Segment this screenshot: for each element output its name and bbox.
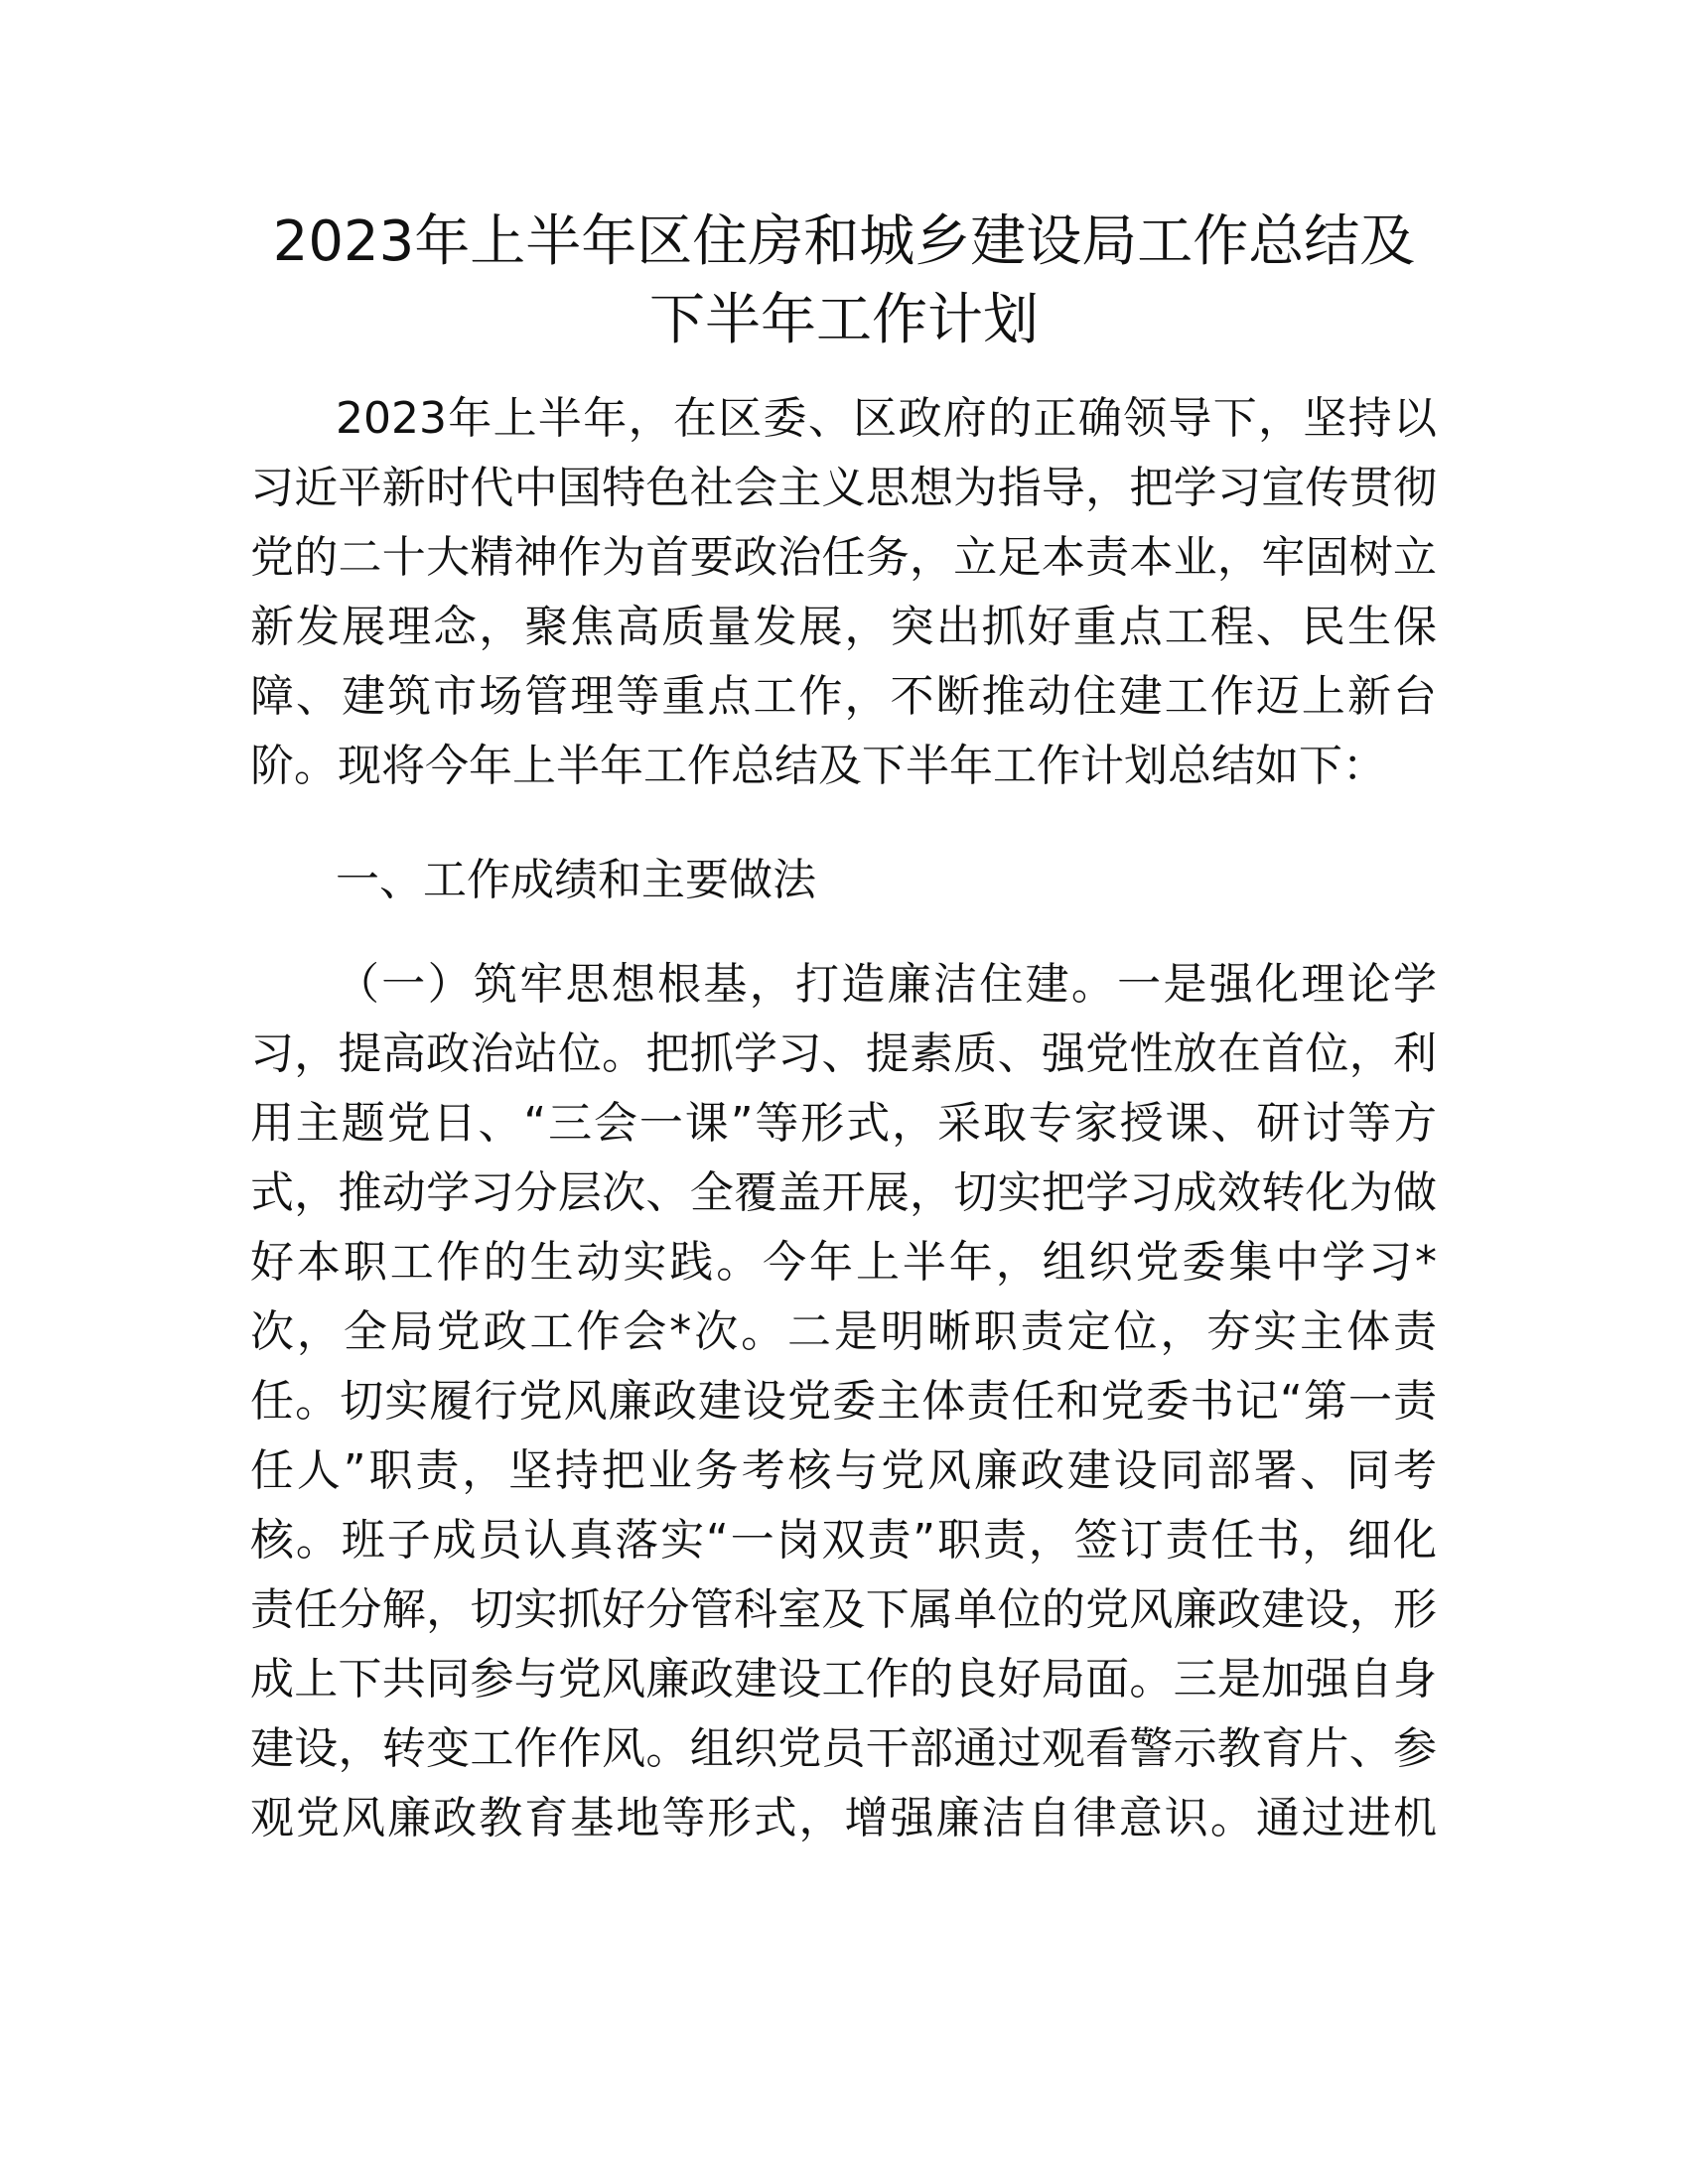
- section1-line-11: 成上下共同参与党风廉政建设工作的良好局面。三是加强自身: [250, 1654, 1437, 1705]
- intro-line-4: 新发展理念，聚焦高质量发展，突出抓好重点工程、民生保: [250, 602, 1437, 652]
- section1-line-2: 习，提高政治站位。把抓学习、提素质、强党性放在首位，利: [250, 1028, 1437, 1079]
- section1-line-8: 任人”职责，坚持把业务考核与党风廉政建设同部署、同考: [250, 1445, 1437, 1496]
- intro-line-1: 2023年上半年，在区委、区政府的正确领导下，坚持以: [336, 393, 1437, 444]
- intro-line-3: 党的二十大精神作为首要政治任务，立足本责本业，牢固树立: [250, 532, 1437, 583]
- section1-line-7: 任。切实履行党风廉政建设党委主体责任和党委书记“第一责: [250, 1376, 1437, 1427]
- section-heading: 一、工作成绩和主要做法: [336, 855, 816, 905]
- section1-line-12: 建设，转变工作作风。组织党员干部通过观看警示教育片、参: [250, 1723, 1437, 1774]
- section1-line-5: 好本职工作的生动实践。今年上半年，组织党委集中学习*: [250, 1237, 1437, 1288]
- section1-line-9: 核。班子成员认真落实“一岗双责”职责，签订责任书，细化: [250, 1515, 1437, 1566]
- section1-line-13: 观党风廉政教育基地等形式，增强廉洁自律意识。通过进机: [250, 1793, 1437, 1843]
- intro-line-2: 习近平新时代中国特色社会主义思想为指导，把学习宣传贯彻: [250, 463, 1437, 513]
- document-title-line-2: 下半年工作计划: [649, 288, 1039, 352]
- intro-line-5: 障、建筑市场管理等重点工作，不断推动住建工作迈上新台: [250, 671, 1437, 722]
- document-title-line-1: 2023年上半年区住房和城乡建设局工作总结及: [272, 209, 1416, 274]
- section1-line-3: 用主题党日、“三会一课”等形式，采取专家授课、研讨等方: [250, 1098, 1437, 1149]
- intro-line-6: 阶。现将今年上半年工作总结及下半年工作计划总结如下：: [250, 741, 1386, 791]
- section1-line-1: （一）筑牢思想根基，打造廉洁住建。一是强化理论学: [336, 959, 1437, 1010]
- section1-line-4: 式，推动学习分层次、全覆盖开展，切实把学习成效转化为做: [250, 1167, 1437, 1218]
- section1-line-6: 次，全局党政工作会*次。二是明晰职责定位，夯实主体责: [250, 1306, 1437, 1357]
- section1-line-10: 责任分解，切实抓好分管科室及下属单位的党风廉政建设，形: [250, 1584, 1437, 1635]
